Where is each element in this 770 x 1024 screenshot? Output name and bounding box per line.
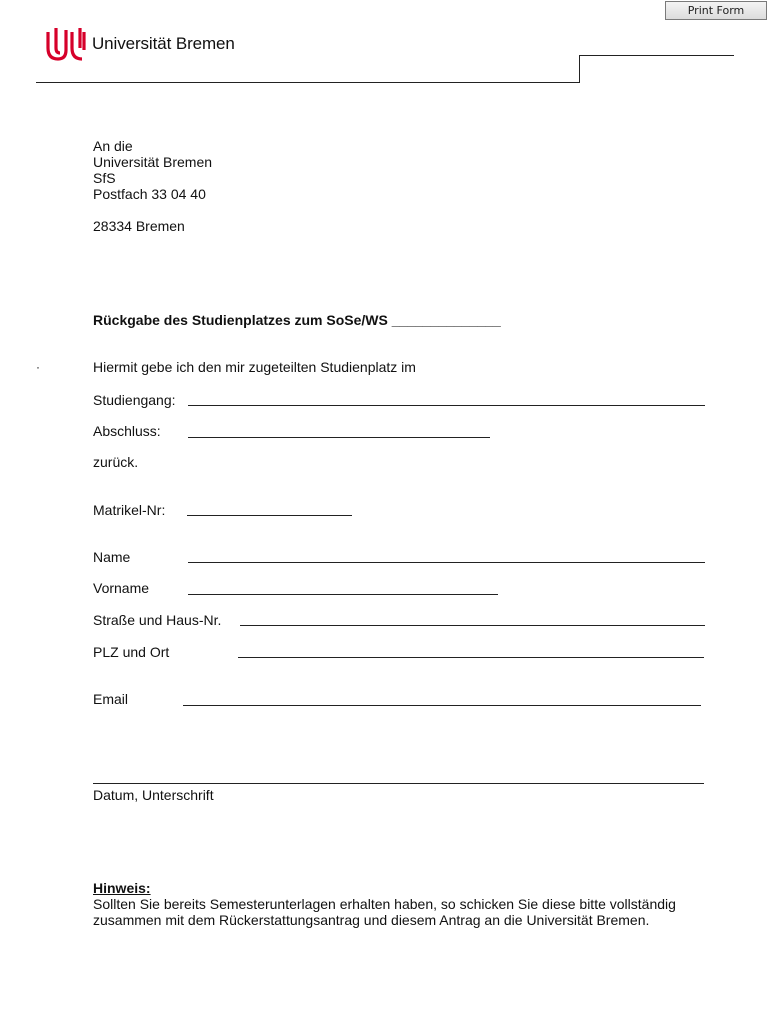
strasse-label: Straße und Haus-Nr. [93,612,222,628]
print-form-button[interactable]: Print Form [665,1,767,20]
signature-field[interactable] [93,767,708,785]
matrikel-label: Matrikel-Nr: [93,502,166,518]
address-postcode: 28334 Bremen [93,218,185,234]
side-marker: · [36,360,40,374]
semester-input[interactable] [424,312,548,330]
university-logo-icon [44,26,88,62]
vorname-field[interactable] [188,578,502,596]
studiengang-label: Studiengang: [93,392,176,408]
university-name: Universität Bremen [92,34,235,53]
email-label: Email [93,691,129,707]
name-field[interactable] [188,546,709,564]
strasse-field[interactable] [240,609,709,627]
zurueck-text: zurück. [93,454,139,470]
header-rule-step [579,55,580,83]
header-rule-left [36,82,580,83]
signature-label: Datum, Unterschrift [93,787,214,803]
address-line: Postfach 33 04 40 [93,186,206,202]
plz-field[interactable] [238,641,708,659]
intro-text: Hiermit gebe ich den mir zugeteilten Studienplatz im [93,359,416,375]
form-title: Rückgabe des Studienplatzes zum SoSe/WS ______________ [93,312,501,328]
address-line: An die [93,138,133,154]
studiengang-field[interactable] [188,389,709,407]
hint-box [93,880,733,928]
vorname-label: Vorname [93,580,150,596]
hint-title: Hinweis: [93,880,151,896]
address-line: SfS [93,170,116,186]
abschluss-field[interactable] [188,421,494,439]
plz-label: PLZ und Ort [93,644,170,660]
name-label: Name [93,549,131,565]
email-field[interactable] [183,689,705,707]
recipient-address [93,138,212,234]
matrikel-field[interactable] [187,499,356,517]
header-rule-right [579,55,734,56]
abschluss-label: Abschluss: [93,423,161,439]
address-line: Universität Bremen [93,154,213,170]
hint-text: Sollten Sie bereits Semesterunterlagen erhalten haben, so schicken Sie diese bitte vollständig zusammen mit dem Rückerstattungsantrag und diesem Antrag an die Universität Bremen. [93,896,676,928]
